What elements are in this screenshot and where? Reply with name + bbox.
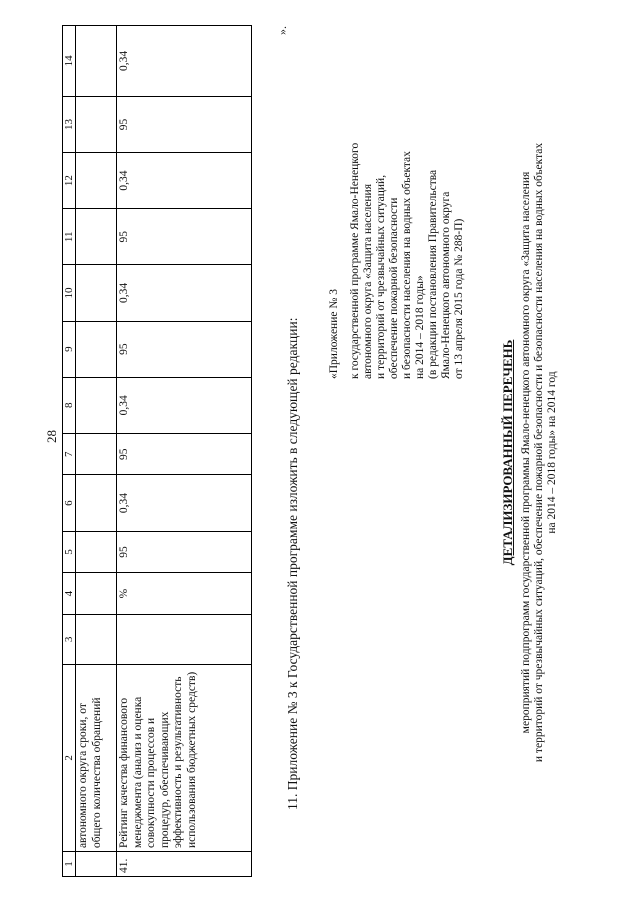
table-cell (76, 433, 117, 475)
description-line: мероприятий подпрограмм государственной программы Ямало-ненецкого автономного округа «Защита населения (520, 171, 532, 734)
header-cell: 12 (63, 153, 76, 209)
appendix-header (328, 0, 466, 379)
header-cell: 11 (63, 209, 76, 265)
row-number: 41. (117, 852, 252, 877)
value-cell: 0,34 (117, 265, 252, 321)
appendix-line: от 13 апреля 2015 года № 288-П) (453, 218, 465, 379)
value-cell: 0,34 (117, 377, 252, 433)
header-cell: 13 (63, 96, 76, 152)
appendix-line: и безопасности населения на водных объектах (401, 151, 413, 379)
appendix-line: «Приложение № 3 (328, 289, 340, 379)
value-cell: 0,34 (117, 475, 252, 531)
header-cell: 8 (63, 377, 76, 433)
header-cell: 6 (63, 475, 76, 531)
header-cell: 4 (63, 573, 76, 615)
header-cell: 14 (63, 26, 76, 97)
table-row (76, 26, 117, 877)
table-cell: автономного округа сроки, от общего количества обращений (76, 664, 117, 851)
value-cell: 0,34 (117, 153, 252, 209)
table-cell (76, 377, 117, 433)
table-row (117, 26, 252, 877)
table-cell (76, 614, 117, 664)
header-cell: 9 (63, 321, 76, 377)
table-cell (76, 26, 117, 97)
table-header-row (63, 26, 76, 877)
appendix-line: и территорий от чрезвычайных ситуаций, (375, 174, 387, 379)
indicators-table (62, 25, 252, 877)
table-cell (117, 614, 252, 664)
document-title: ДЕТАЛИЗИРОВАННЫЙ ПЕРЕЧЕНЬ (500, 339, 515, 566)
header-cell: 1 (63, 852, 76, 877)
value-cell: 95 (117, 433, 252, 475)
appendix-line: Ямало-Ненецкого автономного округа (440, 191, 452, 379)
closing-quote: ». (275, 26, 289, 35)
header-cell: 2 (63, 664, 76, 851)
value-cell: 95 (117, 209, 252, 265)
table-cell (76, 265, 117, 321)
description-line: и территорий от чрезвычайных ситуаций, обеспечение пожарной безопасности и безопасности населения на водных объектах (533, 142, 545, 763)
appendix-line: к государственной программе Ямало-Ненецкого (349, 142, 361, 379)
table-cell (76, 153, 117, 209)
appendix-line: автономного округа «Защита населения (362, 184, 374, 379)
table-cell (76, 96, 117, 152)
value-cell: 95 (117, 531, 252, 573)
table-cell (76, 475, 117, 531)
value-cell: 95 (117, 96, 252, 152)
table-cell (76, 321, 117, 377)
appendix-line: на 2014 – 2018 годы» (414, 275, 426, 379)
value-cell: 0,34 (117, 26, 252, 97)
table-cell (76, 209, 117, 265)
indicator-name: Рейтинг качества финансового менеджмента (анализ и оценка совокупности процессов и процедур, обеспечивающих эффективность и результативность использования бюджетных средств) (117, 664, 252, 851)
header-cell: 7 (63, 433, 76, 475)
value-cell: 95 (117, 321, 252, 377)
header-cell: 10 (63, 265, 76, 321)
table-cell (76, 531, 117, 573)
appendix-line: обеспечение пожарной безопасности (388, 197, 400, 379)
page-number: 28 (44, 430, 59, 443)
header-cell: 3 (63, 614, 76, 664)
table-cell (76, 852, 117, 877)
table-cell (76, 573, 117, 615)
description-line: на 2014 – 2018 годы» на 2014 год (546, 371, 558, 534)
document-description (520, 0, 559, 905)
item-11-text: 11. Приложение № 3 к Государственной программе изложить в следующей редакции: (285, 317, 300, 810)
header-cell: 5 (63, 531, 76, 573)
unit-cell: % (117, 573, 252, 615)
appendix-line: (в редакции постановления Правительства (427, 169, 439, 379)
